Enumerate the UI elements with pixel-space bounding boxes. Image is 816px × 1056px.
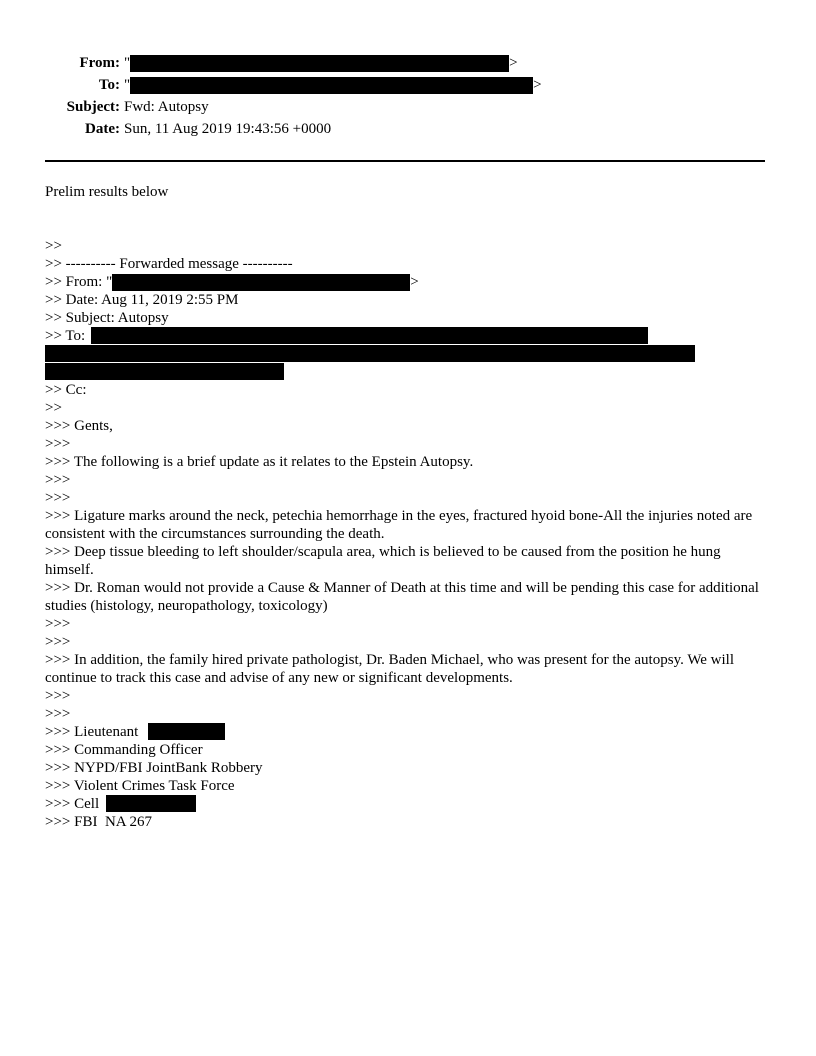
to-redaction xyxy=(130,77,533,94)
quote-line: >>> xyxy=(45,634,71,650)
header-from-row xyxy=(0,53,816,73)
quote-line: >> xyxy=(45,238,62,254)
signature-lieutenant-text: >>> Lieutenant xyxy=(45,724,139,740)
update-intro-line: >>> The following is a brief update as it relates to the Epstein Autopsy. xyxy=(45,454,474,470)
signature-unit: >>> NYPD/FBI JointBank Robbery xyxy=(45,760,263,776)
finding-paragraph-4: >>> In addition, the family hired private pathologist, Dr. Baden Michael, who was present for the autopsy. We will continue to track this case and advise of any new or significant developments. xyxy=(45,652,735,686)
finding-paragraph-3: >>> Dr. Roman would not provide a Cause & Manner of Death at this time and will be pending this case for additional studies (histology, neuropathology, toxicology) xyxy=(45,580,759,614)
forwarded-separator: >> ---------- Forwarded message ---------- xyxy=(45,256,293,272)
from-suffix: > xyxy=(509,55,518,71)
date-value: Sun, 11 Aug 2019 19:43:56 +0000 xyxy=(124,121,332,137)
subject-label: Subject: xyxy=(66,99,120,115)
finding-paragraph-2: >>> Deep tissue bleeding to left shoulder/scapula area, which is believed to be caused from the position he hung himself. xyxy=(45,544,721,578)
from-prefix: " xyxy=(124,55,131,71)
date-label: Date: xyxy=(85,121,120,137)
quote-line: >>> xyxy=(45,490,71,506)
to-prefix: " xyxy=(124,77,131,93)
quote-line: >>> xyxy=(45,688,71,704)
signature-cell-text: >>> Cell xyxy=(45,796,100,812)
fwd-to-redaction-3 xyxy=(45,363,284,380)
to-label: To: xyxy=(98,77,120,93)
finding-paragraph-1: >>> Ligature marks around the neck, petechia hemorrhage in the eyes, fractured hyoid bone-All the injuries noted are consistent with the circumstances surrounding the death. xyxy=(45,508,753,542)
quote-line: >>> xyxy=(45,616,71,632)
quote-line: >>> xyxy=(45,436,71,452)
header-subject-row xyxy=(0,97,816,117)
signature-fbi: >>> FBI NA 267 xyxy=(45,814,153,830)
fwd-from-prefix: >> From: " xyxy=(45,274,113,290)
fwd-to-prefix: >> To: xyxy=(45,328,86,344)
from-value xyxy=(124,53,518,73)
to-suffix: > xyxy=(533,77,542,93)
signature-title: >>> Commanding Officer xyxy=(45,742,203,758)
to-value xyxy=(124,75,542,95)
quote-line: >>> xyxy=(45,706,71,722)
signature-taskforce: >>> Violent Crimes Task Force xyxy=(45,778,235,794)
header-divider xyxy=(45,160,765,162)
fwd-cc-line: >> Cc: xyxy=(45,382,87,398)
quote-line: >>> xyxy=(45,472,71,488)
subject-value: Fwd: Autopsy xyxy=(124,99,209,115)
quote-line: >> xyxy=(45,400,62,416)
fwd-to-redaction-1 xyxy=(91,327,648,344)
greeting-line: >>> Gents, xyxy=(45,418,113,434)
fwd-from-redaction xyxy=(112,274,410,291)
header-date-row xyxy=(0,119,816,139)
fwd-to-redaction-2 xyxy=(45,345,695,362)
cell-number-redaction xyxy=(106,795,196,812)
fwd-from-line xyxy=(45,273,775,291)
lieutenant-name-redaction xyxy=(148,723,225,740)
fwd-subject-line: >> Subject: Autopsy xyxy=(45,310,169,326)
intro-text: Prelim results below xyxy=(45,184,169,200)
from-label: From: xyxy=(79,55,120,71)
header-to-row xyxy=(0,75,816,95)
fwd-date-line: >> Date: Aug 11, 2019 2:55 PM xyxy=(45,292,239,308)
fwd-from-suffix: > xyxy=(410,274,419,290)
from-redaction xyxy=(130,55,509,72)
